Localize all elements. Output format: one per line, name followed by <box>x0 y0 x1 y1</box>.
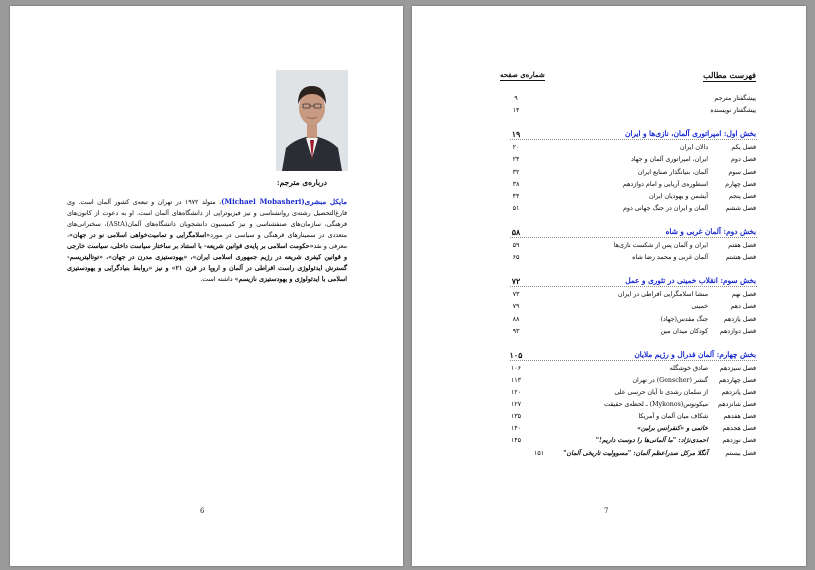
entry-label: پیشگفتار مترجم <box>714 95 756 102</box>
bio-text-1: ، متولد ۱۹۷۲ در تهران و تبعه‌ی کشور آلمان است. وی فارغ‌التحصیل رشته‌ی روانشناسی و نیز فیزیوتراپی از دانشگاه‌های آلمان است. او به دعوت از کانون‌های فرهنگی، سازمان‌های صنفشناسی و نیز کمیسیون دانشجویان دانشگاه‌های آلمان(AStA)، سخنرانی‌های متعددی در سمینارهای فرهنگی و سیاسی در مورد <box>67 199 348 239</box>
toc-entry-row <box>412 169 806 181</box>
entry-label: فصل هفدهم <box>723 413 756 421</box>
page-number: ۱۳۵ <box>510 413 522 421</box>
chapter-title: میکونوس(Mykonos) ـ لحظه‌ی حقیقت <box>604 401 708 409</box>
chapter-title: آلمان غربی و محمد رضا شاه <box>632 254 708 262</box>
entry-label: فصل بیستم <box>725 449 756 457</box>
page-number: ۷۹ <box>512 303 520 311</box>
page-number: ۱۴ <box>512 107 520 115</box>
entry-label: فصل دوم <box>731 156 756 164</box>
toc-entry-row <box>412 205 806 217</box>
translator-bio <box>67 196 347 285</box>
page-number: ۱۹ <box>511 129 521 140</box>
entry-label: فصل پنجم <box>728 192 756 200</box>
chapter-title: خاتمی و «کنفرانس برلین» <box>637 425 708 433</box>
entry-label: فصل هفتم <box>728 242 756 249</box>
toc-entry-row <box>412 156 806 168</box>
page-number: ۵۸ <box>511 226 521 237</box>
entry-label: فصل شانزدهم <box>718 401 756 409</box>
right-page <box>412 6 806 566</box>
chapter-title: ایران، امپراتوری آلمان و جهاد <box>630 156 708 164</box>
part-title: بخش چهارم: آلمان فدرال و رژیم ملایان <box>634 349 756 359</box>
chapter-title: شکاف میان آلمان و آمریکا <box>638 413 708 421</box>
page-number: ۱۴۰ <box>510 425 522 433</box>
toc-entry-row <box>412 254 806 266</box>
chapter-title: احمدی‌نژاد: "ما آلمانی‌ها را دوست داریم!" <box>595 437 708 445</box>
page-number: ۱۲۰ <box>510 389 522 396</box>
toc-entry-row <box>412 437 806 449</box>
toc-part-row <box>412 276 806 288</box>
chapter-title: ایران و آلمان پس از شکست نازی‌ها <box>613 242 708 249</box>
toc-part-row <box>412 129 806 141</box>
page-number: ۴۴ <box>512 192 520 200</box>
entry-label: فصل چهاردهم <box>718 376 756 384</box>
toc-entry-row <box>412 242 806 254</box>
chapter-title: از سلمان رشدی تا آیان حرسی علی <box>614 389 708 396</box>
page-number: ۷۲ <box>511 276 521 287</box>
bio-end: داشته است. <box>200 276 235 283</box>
bio-name: مایکل مبشری(Michael Mobasheri) <box>221 197 347 206</box>
entry-label: فصل نهم <box>731 291 756 299</box>
toc-entry-row <box>412 413 806 425</box>
page-number: ۹۳ <box>512 327 520 335</box>
page-number: ۸۸ <box>512 315 520 323</box>
chapter-title: صادق خوشگله <box>669 364 708 372</box>
left-page <box>10 6 403 566</box>
page-number: ۵۱ <box>512 204 520 212</box>
chapter-title: اسطوره‌ی آریایی و امام دوازدهم <box>622 180 708 188</box>
toc-entry-row <box>412 144 806 156</box>
part-title: بخش سوم: انقلاب خمینی در تئوری و عمل <box>625 276 756 286</box>
toc-entry-row <box>412 95 806 107</box>
chapter-title: منشا اسلامگرایی افراطی در ایران <box>617 291 708 299</box>
entry-label: فصل ششم <box>725 204 756 212</box>
toc-entry-row <box>412 303 806 315</box>
toc-entry-row <box>412 401 806 413</box>
toc-entry-row <box>412 193 806 205</box>
toc-entry-row <box>412 389 806 401</box>
page-number: ۱۲۷ <box>510 401 522 409</box>
left-page-number: 6 <box>200 507 205 515</box>
page-number: ۳۲ <box>512 168 520 176</box>
page-number: ۷۳ <box>512 291 520 299</box>
bio-text-2: ، معرفی و نقد <box>67 232 347 250</box>
bio-bold-1: «اسلامگرایی و تمامیت‌خواهی اسلامی نو در جهان» <box>69 232 211 239</box>
toc-entry-row <box>412 328 806 340</box>
page-number: ۹ <box>514 95 518 102</box>
part-title: بخش دوم: آلمان غربی و شاه <box>665 226 756 236</box>
entry-label: فصل دوازدهم <box>719 327 756 335</box>
page-number: ۱۰۵ <box>509 349 523 360</box>
toc-entry-row <box>412 316 806 328</box>
entry-label: فصل پانزدهم <box>721 389 756 396</box>
toc-entry-row <box>412 107 806 119</box>
page-number-header: شماره‌ی صفحه <box>500 70 545 79</box>
toc-entry-row <box>412 377 806 389</box>
page-number: ۳۸ <box>512 180 520 188</box>
entry-label: فصل چهارم <box>725 180 756 188</box>
chapter-title: گنشر (Genscher) در تهران <box>632 376 708 384</box>
entry-label: فصل سوم <box>728 168 756 176</box>
page-number: ۱۱۳ <box>510 376 522 384</box>
toc-entry-row <box>412 450 806 462</box>
chapter-title: آلمان و ایران در جنگ جهانی دوم <box>623 204 708 212</box>
chapter-title: آنگلا مرکل صدراعظم آلمان: "مسوولیت تاریخی آلمان" <box>563 449 708 457</box>
page-number: ۱۴۵ <box>510 437 522 445</box>
toc-list <box>412 6 806 566</box>
chapter-title: دالان ایران <box>679 144 708 152</box>
translator-photo <box>276 70 348 171</box>
entry-label: فصل هشتم <box>725 254 756 262</box>
bio-bold-2: «حکومت اسلامی بر پایه‌ی قوانین شریعه- با استناد بر ساختار سیاست داخلی، سیاست خارجی و قوانین کیفری شریعه در رژیم جمهوری اسلامی ایران»، «یهودستیزی مدرن در جهان»، «توتالیتریسم-گسترش ایدئولوژی راست افراطی در آلمان و اروپا در قرن ۲۱» و نیز «روابط بنیادگرایی و یهودستیزی اسلامی با ایدئولوژی و یهودستیزی نازیسم» <box>67 243 347 283</box>
chapter-title: آلمان، بنیانگذار صنایع ایران <box>637 168 708 176</box>
page-number: ۲۰ <box>512 144 520 152</box>
chapter-title: جنگ مقدس(جهاد) <box>660 315 708 323</box>
right-page-number: 7 <box>604 507 609 515</box>
portrait-image <box>276 70 348 171</box>
toc-part-row <box>412 350 806 362</box>
chapter-title: خمینی <box>691 303 708 311</box>
page-number: ۱۵۱ <box>533 449 545 457</box>
toc-entry-row <box>412 291 806 303</box>
entry-label: فصل دهم <box>730 303 756 311</box>
toc-entry-row <box>412 365 806 377</box>
about-translator-heading: درباره‌ی مترجم: <box>276 178 327 187</box>
page-number: ۵۹ <box>512 242 520 249</box>
page-number: ۶۵ <box>512 254 520 262</box>
chapter-title: آیشمن و یهودیان ایران <box>649 192 708 200</box>
entry-label: فصل هجدهم <box>722 425 756 433</box>
page-number: ۱۰۶ <box>510 364 522 372</box>
toc-entry-row <box>412 425 806 437</box>
toc-title: فهرست مطالب <box>703 70 756 80</box>
entry-label: فصل نوزدهم <box>722 437 756 445</box>
toc-entry-row <box>412 181 806 193</box>
entry-label: پیشگفتار نویسنده <box>710 107 756 115</box>
toc-part-row <box>412 227 806 239</box>
entry-label: فصل سیزدهم <box>719 364 756 372</box>
entry-label: فصل یکم <box>731 144 756 152</box>
part-title: بخش اول: امپراتوری آلمان، نازی‌ها و ایران <box>624 129 756 139</box>
entry-label: فصل یازدهم <box>723 315 756 323</box>
chapter-title: کودکان میدان مین <box>660 327 708 335</box>
page-number: ۲۴ <box>512 156 520 164</box>
